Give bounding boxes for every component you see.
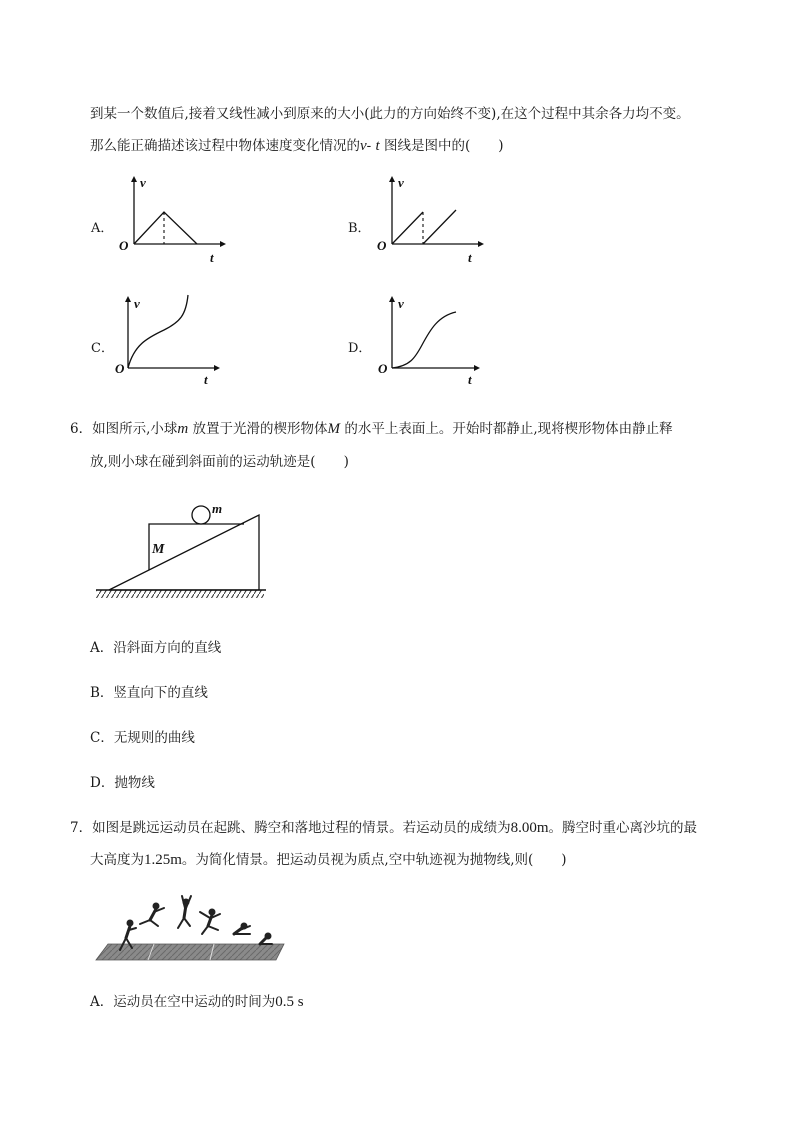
origin-label: O xyxy=(119,238,129,253)
q6-option-c[interactable]: C．无规则的曲线 xyxy=(90,730,195,746)
q5-graph-c[interactable] xyxy=(112,290,232,390)
q5-graph-d[interactable] xyxy=(370,290,490,390)
q7-text-line1: 7．如图是跳远运动员在起跳、腾空和落地过程的情景。若运动员的成绩为8.00m。腾空时重心离沙坑的最 xyxy=(70,820,698,836)
q6-wedge-figure xyxy=(94,498,274,606)
q5-graph-b[interactable] xyxy=(370,172,490,267)
q6-option-b[interactable]: B．竖直向下的直线 xyxy=(90,685,208,701)
v-label: v xyxy=(140,175,146,190)
q7-long-jump-figure xyxy=(94,890,288,964)
t-label: t xyxy=(204,372,208,387)
origin-label: O xyxy=(378,361,388,376)
q5-option-a-label[interactable]: A． xyxy=(91,221,114,236)
q5-option-b-label[interactable]: B． xyxy=(348,221,371,236)
t-label: t xyxy=(468,372,472,387)
q7-text-line2: 大高度为1.25m。为简化情景。把运动员视为质点,空中轨迹视为抛物线,则( ) xyxy=(90,852,567,868)
q6-option-a[interactable]: A．沿斜面方向的直线 xyxy=(90,640,222,656)
q6-text-line1: 6．如图所示,小球m 放置于光滑的楔形物体M 的水平上表面上。开始时都静止,现将楔形物体由静止释 xyxy=(70,421,673,437)
v-label: v xyxy=(398,175,404,190)
t-label: t xyxy=(210,250,214,265)
q6-text-line2: 放,则小球在碰到斜面前的运动轨迹是( ) xyxy=(90,454,349,470)
v-label: v xyxy=(398,296,404,311)
ball-label: m xyxy=(212,501,223,516)
q5-graph-a[interactable] xyxy=(112,172,232,267)
q5-option-d-label[interactable]: D． xyxy=(348,341,372,356)
wedge-label: M xyxy=(152,542,165,557)
q5-text-line2: 那么能正确描述该过程中物体速度变化情况的v- t 图线是图中的( ) xyxy=(90,138,504,154)
origin-label: O xyxy=(377,238,387,253)
t-label: t xyxy=(468,250,472,265)
v-label: v xyxy=(134,296,140,311)
origin-label: O xyxy=(115,361,125,376)
q5-option-c-label[interactable]: C． xyxy=(91,341,114,356)
q5-text-line1: 到某一个数值后,接着又线性减小到原来的大小(此力的方向始终不变),在这个过程中其余各力均不变。 xyxy=(90,106,690,122)
q7-option-a[interactable]: A．运动员在空中运动的时间为0.5 s xyxy=(90,994,304,1010)
q6-option-d[interactable]: D．抛物线 xyxy=(90,775,155,791)
